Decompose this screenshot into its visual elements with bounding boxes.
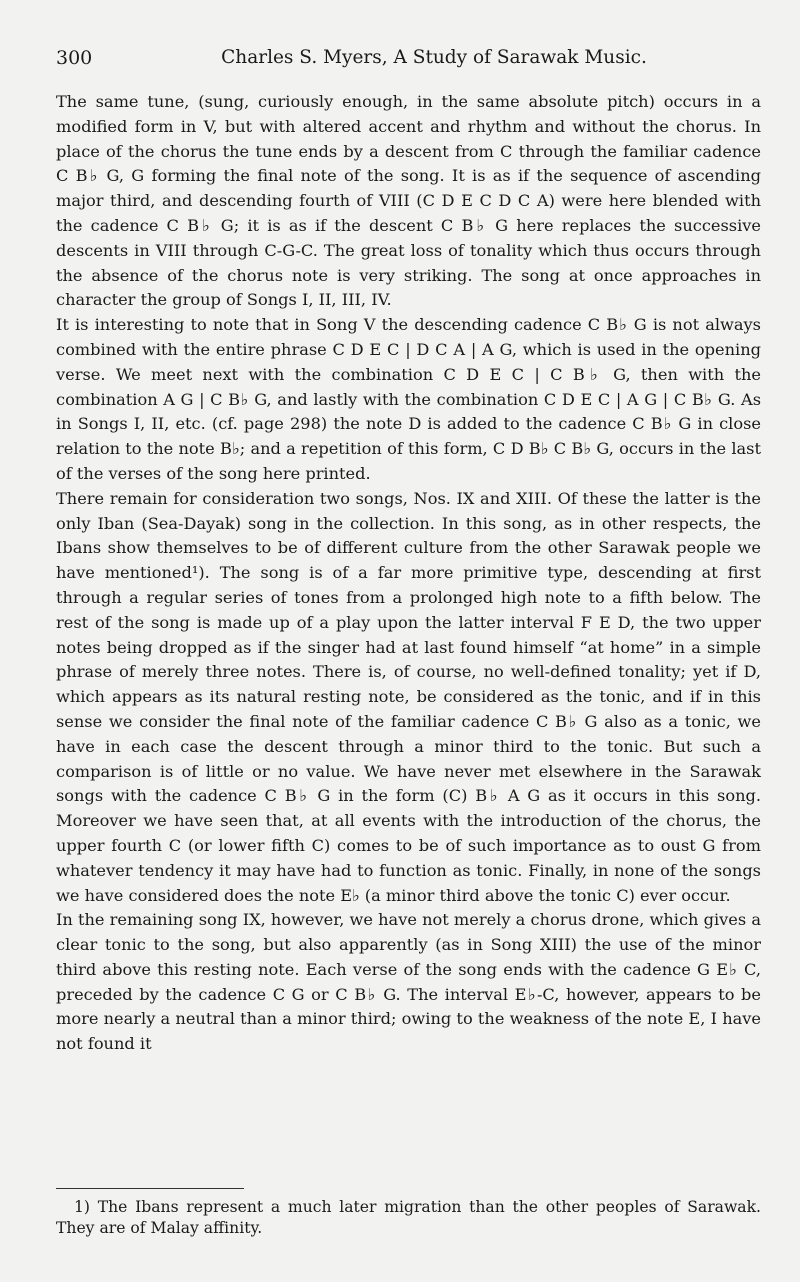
footnote (56, 1197, 761, 1239)
running-title: Charles S. Myers, A Study of Sarawak Music. (221, 47, 647, 68)
footnote-rule (56, 1188, 244, 1189)
paragraph: It is interesting to note that in Song V the descending cadence C B♭ G is not always combined with the entire phrase C D E C | D C A | A G, which is used in the opening verse. We meet next with the combination C D E C | C B♭ G, then with the combination A G | C B♭ G, and lastly with the combination C D E C | A G | C B♭ G. As in Songs I, II, etc. (cf. page 298) the note D is added to the cadence C B♭ G in close relation to the note B♭; and a repetition of this form, C D B♭ C B♭ G, occurs in the last of the verses of the song here printed. (56, 315, 761, 483)
footnote-text: 1) The Ibans represent a much later migration than the other peoples of Sarawak. They are of Malay affinity. (56, 1198, 761, 1237)
paragraph: The same tune, (sung, curiously enough, in the same absolute pitch) occurs in a modified form in V, but with altered accent and rhythm and without the chorus. In place of the chorus the tune ends by a descent from C through the familiar cadence C B♭ G, G forming the final note of the song. It is as if the sequence of ascending major third, and descending fourth of VIII (C D E C D C A) were here blended with the cadence C B♭ G; it is as if the descent C B♭ G here replaces the successive descents in VIII through C-G-C. The great loss of tonality which thus occurs through the absence of the chorus note is very striking. The song at once approaches in character the group of Songs I, II, III, IV. (56, 92, 761, 310)
paragraph: There remain for consideration two songs, Nos. IX and XIII. Of these the latter is the only Iban (Sea-Dayak) song in the collection. In this song, as in other respects, the Ibans show themselves to be of different culture from the other Sarawak people we have mentioned¹). The song is of a far more primitive type, descending at first through a regular series of tones from a prolonged high note to a fifth below. The rest of the song is made up of a play upon the latter interval F E D, the two upper notes being dropped as if the singer had at last found himself “at home” in a simple phrase of merely three notes. There is, of course, no well-defined tonality; yet if D, which appears as its natural resting note, be considered as the tonic, and if in this sense we consider the final note of the familiar cadence C B♭ G also as a tonic, we have in each case the descent through a minor third to the tonic. But such a comparison is of little or no value. We have never met elsewhere in the Sarawak songs with the cadence C B♭ G in the form (C) B♭ A G as it occurs in this song. Moreover we have seen that, at all events with the introduction of the chorus, the upper fourth C (or lower fifth C) comes to be of such importance as to oust G from whatever tendency it may have had to function as tonic. Finally, in none of the songs we have considered does the note E♭ (a minor third above the tonic C) ever occur. (56, 488, 761, 905)
body-text (56, 90, 761, 1057)
paragraph: In the remaining song IX, however, we have not merely a chorus drone, which gives a clear tonic to the song, but also apparently (as in Song XIII) the use of the minor third above this resting note. Each verse of the song ends with the cadence G E♭ C, preceded by the cadence C G or C B♭ G. The interval E♭-C, however, appears to be more nearly a neutral than a minor third; owing to the weakness of the note E, I have not found it (56, 910, 761, 1054)
page-number: 300 (56, 47, 93, 69)
page-header (56, 44, 756, 72)
